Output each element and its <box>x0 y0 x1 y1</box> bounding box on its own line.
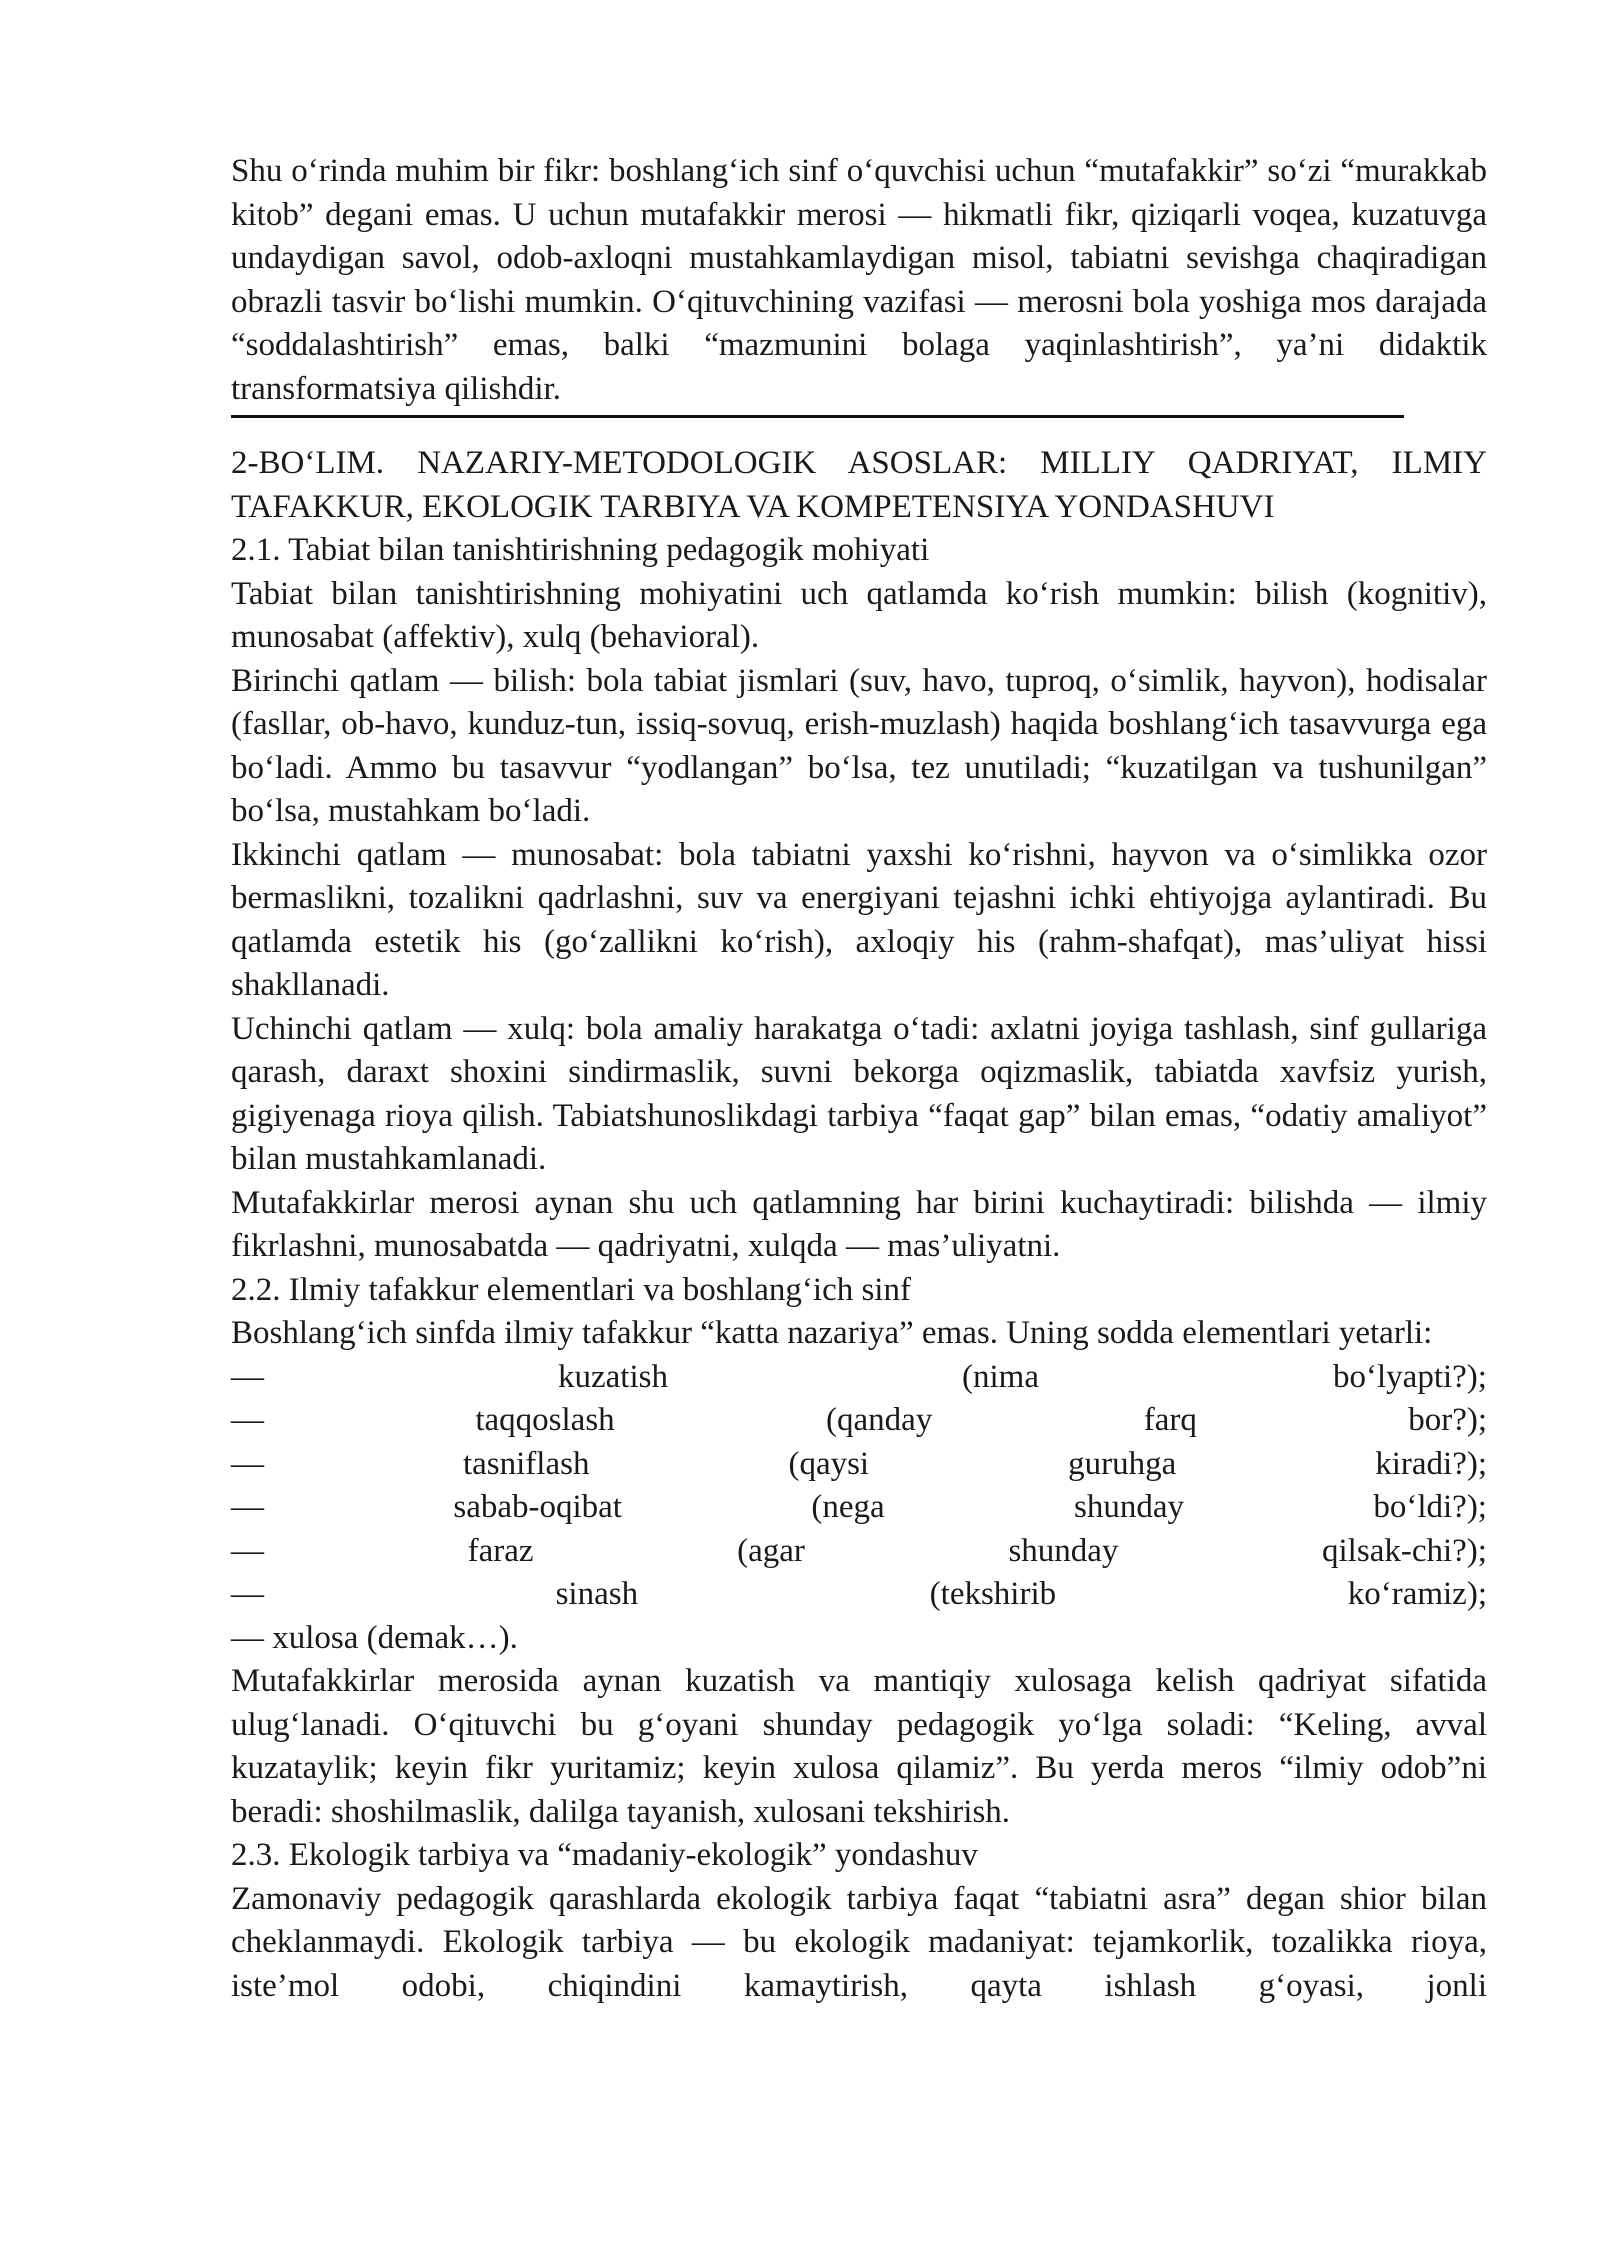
list-word: (nega <box>811 1489 885 1525</box>
list-dash: — <box>231 1489 264 1525</box>
list-word: (agar <box>737 1532 805 1569</box>
paragraph: Tabiat bilan tanishtirishning mohiyatini uch qatlamda ko‘rish mumkin: bilish (kognitiv), munosabat (affektiv), xulq (behavioral). <box>231 575 1487 655</box>
paragraph: Birinchi qatlam — bilish: bola tabiat jismlari (suv, havo, tuproq, o‘simlik, hayvon), hodisalar (fasllar, ob-havo, kunduz-tun, issiq-sovuq, erish-muzlash) haqida boshlang‘ich tasavvurga ega bo‘ladi. Ammo bu tasavvur “yodlangan” bo‘lsa, tez unutiladi; “kuzatilgan va tushunilgan” bo‘lsa, mustahkam bo‘ladi. <box>231 662 1487 829</box>
list-dash: — <box>231 1445 264 1482</box>
list-word: kiradi?); <box>1375 1445 1487 1482</box>
paragraph: Uchinchi qatlam — xulq: bola amaliy harakatga o‘tadi: axlatni joyiga tashlash, sinf gullariga qarash, daraxt shoxini sindirmaslik, suvni bekorga oqizmaslik, tabiatda xavfsiz yurish, gigiyenaga rioya qilish. Tabiatshunoslikdagi tarbiya “faqat gap” bilan emas, “odatiy amaliyot” bilan mustahkamlanadi. <box>231 1010 1487 1177</box>
list-item <box>231 1573 1487 1617</box>
subsection-heading-2-3: 2.3. Ekologik tarbiya va “madaniy-ekologik” yondashuv <box>231 1837 978 1873</box>
list-item <box>231 1486 1487 1530</box>
section-title: 2-BO‘LIM. NAZARIY-METODOLOGIK ASOSLAR: MILLIY QADRIYAT, ILMIY TAFAKKUR, EKOLOGIK TARBIYA VA KOMPETENSIYA YONDASHUVI <box>231 445 1487 525</box>
list-word: tasniflash <box>462 1445 590 1482</box>
list-word: bo‘ldi?); <box>1373 1489 1487 1525</box>
list-word: shunday <box>1008 1532 1119 1569</box>
thinking-elements-list <box>231 1356 1487 1661</box>
list-word: sabab-oqibat <box>453 1489 622 1525</box>
list-word: faraz <box>467 1532 534 1569</box>
list-word: bo‘lyapti?); <box>1333 1358 1487 1395</box>
list-word: sinash <box>555 1576 639 1612</box>
document-page <box>231 150 1487 2008</box>
horizontal-divider <box>231 415 1404 418</box>
subsection-heading-2-1: 2.1. Tabiat bilan tanishtirishning pedagogik mohiyati <box>231 532 930 568</box>
list-word: shunday <box>1073 1489 1184 1525</box>
list-word: taqqoslash <box>475 1402 615 1438</box>
list-dash: — <box>231 1402 264 1438</box>
list-word: ko‘ramiz); <box>1347 1576 1487 1612</box>
list-word: (qanday <box>826 1402 933 1438</box>
list-item: — xulosa (demak…). <box>231 1619 518 1656</box>
list-dash: — <box>231 1358 264 1395</box>
subsection-heading-2-2: 2.2. Ilmiy tafakkur elementlari va boshlang‘ich sinf <box>231 1271 911 1308</box>
paragraph: Mutafakkirlar merosi aynan shu uch qatlamning har birini kuchaytiradi: bilishda — ilmiy fikrlashni, munosabatda — qadriyatni, xulqda — mas’uliyatni. <box>231 1184 1487 1264</box>
list-word: farq <box>1143 1402 1197 1438</box>
list-dash: — <box>231 1576 264 1612</box>
list-item <box>231 1530 1487 1574</box>
list-item <box>231 1356 1487 1400</box>
paragraph: Boshlang‘ich sinfda ilmiy tafakkur “katta nazariya” emas. Uning sodda elementlari yetarli: <box>231 1315 1433 1351</box>
paragraph: Zamonaviy pedagogik qarashlarda ekologik tarbiya faqat “tabiatni asra” degan shior bilan cheklanmaydi. Ekologik tarbiya — bu ekologik madaniyat: tejamkorlik, tozalikka rioya, iste’mol odobi, chiqindini kamaytirish, qayta ishlash g‘oyasi, jonli <box>231 1880 1487 2004</box>
list-word: guruhga <box>1068 1445 1177 1482</box>
list-dash: — <box>231 1532 264 1569</box>
list-item <box>231 1443 1487 1487</box>
list-item <box>231 1399 1487 1443</box>
intro-paragraph: Shu o‘rinda muhim bir fikr: boshlang‘ich sinf o‘quvchisi uchun “mutafakkir” so‘zi “murakkab kitob” degani emas. U uchun mutafakkir merosi — hikmatli fikr, qiziqarli voqea, kuzatuvga undaydigan savol, odob-axloqni mustahkamlaydigan misol, tabiatni sevishga chaqiradigan obrazli tasvir bo‘lishi mumkin. O‘qituvchining vazifasi — merosni bola yoshiga mos darajada “soddalashtirish” emas, balki “mazmunini bolaga yaqinlashtirish”, ya’ni didaktik transformatsiya qilishdir. <box>231 153 1487 407</box>
list-word: (nima <box>962 1358 1039 1395</box>
list-word: (qaysi <box>788 1445 870 1482</box>
list-word: kuzatish <box>558 1358 668 1395</box>
list-word: bor?); <box>1408 1402 1487 1438</box>
list-word: qilsak-chi?); <box>1322 1532 1487 1569</box>
list-word: (tekshirib <box>929 1576 1057 1612</box>
paragraph: Mutafakkirlar merosida aynan kuzatish va mantiqiy xulosaga kelish qadriyat sifatida ulug‘lanadi. O‘qituvchi bu g‘oyani shunday pedagogik yo‘lga soladi: “Keling, avval kuzataylik; keyin fikr yuritamiz; keyin xulosa qilamiz”. Bu yerda meros “ilmiy odob”ni beradi: shoshilmaslik, dalilga tayanish, xulosani tekshirish. <box>231 1663 1487 1830</box>
paragraph: Ikkinchi qatlam — munosabat: bola tabiatni yaxshi ko‘rishni, hayvon va o‘simlikka ozor bermaslikni, tozalikni qadrlashni, suv va energiyani tejashni ichki ehtiyojga aylantiradi. Bu qatlamda estetik his (go‘zallikni ko‘rish), axloqiy his (rahm-shafqat), mas’uliyat hissi shakllanadi. <box>231 836 1487 1003</box>
